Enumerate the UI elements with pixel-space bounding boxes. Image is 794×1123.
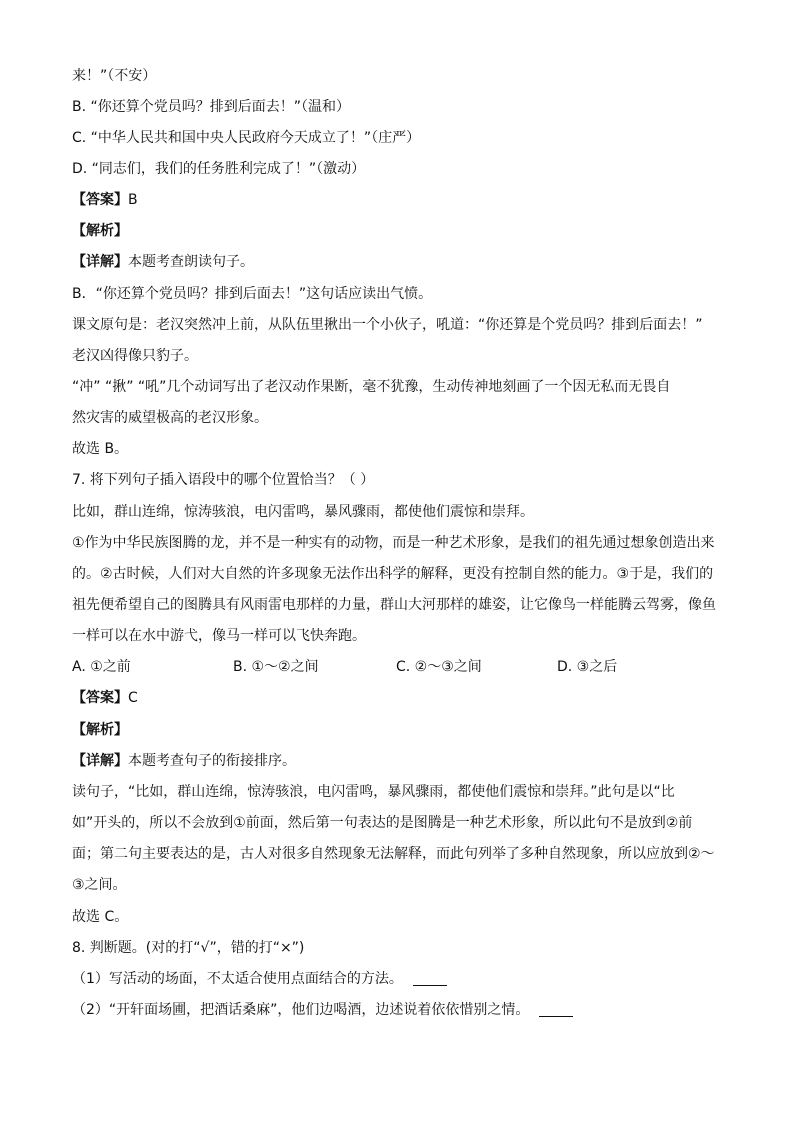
answer-value: B [128,192,138,208]
option-b: B. ①～②之间 [233,659,319,675]
judgment-item-text: （1）写活动的场面，不太适合使用点面结合的方法。 [72,971,403,987]
answer-blank[interactable] [539,1002,573,1017]
detail-line [72,751,296,771]
question-stem: 8. 判断题。(对的打“√”，错的打“×”) [72,940,305,956]
explanation-line: 然灾害的威望极高的老汉形象。 [72,410,268,426]
detail-line [72,252,254,272]
explanation-line: 读句子，“比如，群山连绵，惊涛骇浪，电闪雷鸣，暴风骤雨，都使他们震惊和崇拜。”此句是以“比 [72,784,675,800]
judgment-item-text: （2）“开轩面场圃，把酒话桑麻”，他们边喝酒，边述说着依依惜别之情。 [72,1002,530,1018]
option-d: D. ③之后 [557,659,618,675]
passage-line: 的。②古时候，人们对大自然的许多现象无法作出科学的解释，更没有控制自然的能力。③于是，我们的 [72,566,714,582]
explanation-line: 如”开头的，所以不会放到①前面，然后第一句表达的是图腾是一种艺术形象，所以此句不是放到②前 [72,815,693,831]
passage-line: ①作为中华民族图腾的龙，并不是一种实有的动物，而是一种艺术形象，是我们的祖先通过想象创造出来 [72,535,715,551]
option-d: D. “同志们，我们的任务胜利完成了！”（激动） [72,161,366,177]
answer-tag: 【答案】 [72,690,128,706]
option-a: A. ①之前 [72,659,131,675]
question-stem: 7. 将下列句子插入语段中的哪个位置恰当？（ ） [72,472,375,488]
option-b: B. “你还算个党员吗？排到后面去！”（温和） [72,99,351,115]
insert-sentence: 比如，群山连绵，惊涛骇浪，电闪雷鸣，暴风骤雨，都使他们震惊和崇拜。 [72,504,534,520]
passage-line: 祖先便希望自己的图腾具有风雨雷电那样的力量，群山大河那样的雄姿，让它像鸟一样能腾云驾雾，像鱼 [72,597,716,613]
conclusion: 故选 B。 [72,441,129,457]
analysis-tag: 【解析】 [72,722,128,738]
text-line: 来！”（不安） [72,68,157,84]
passage-line: 一样可以在水中游弋，像马一样可以飞快奔跑。 [72,628,366,644]
answer-tag: 【答案】 [72,192,128,208]
answer-line [72,688,138,708]
answer-blank[interactable] [413,971,447,986]
detail-tag: 【详解】 [72,753,128,769]
answer-line [72,190,138,210]
detail-text: 本题考查句子的衔接排序。 [128,753,296,769]
option-c: C. “中华人民共和国中央人民政府今天成立了！”（庄严） [72,130,421,146]
explanation-line: ③之间。 [72,877,127,893]
conclusion: 故选 C。 [72,909,129,925]
analysis-tag: 【解析】 [72,223,128,239]
option-c: C. ②～③之间 [396,659,482,675]
explanation-line: 面；第二句主要表达的是，古人对很多自然现象无法解释，而此句列举了多种自然现象，所以应放到②～ [72,846,715,862]
explanation-line: 老汉凶得像只豹子。 [72,348,198,364]
explanation-line: “冲” “揪” “吼”几个动词写出了老汉动作果断，毫不犹豫，生动传神地刻画了一个因无私而无畏自 [72,379,671,395]
judgment-item [72,1000,573,1020]
judgment-item [72,969,447,989]
explanation-line: 课文原句是：老汉突然冲上前，从队伍里揪出一个小伙子，吼道：“你还算是个党员吗？排到后面去！” [72,317,703,333]
detail-text: 本题考查朗读句子。 [128,254,254,270]
detail-tag: 【详解】 [72,254,128,270]
answer-value: C [128,690,138,706]
explanation-line: B．“你还算个党员吗？排到后面去！”这句话应读出气愤。 [72,286,433,302]
